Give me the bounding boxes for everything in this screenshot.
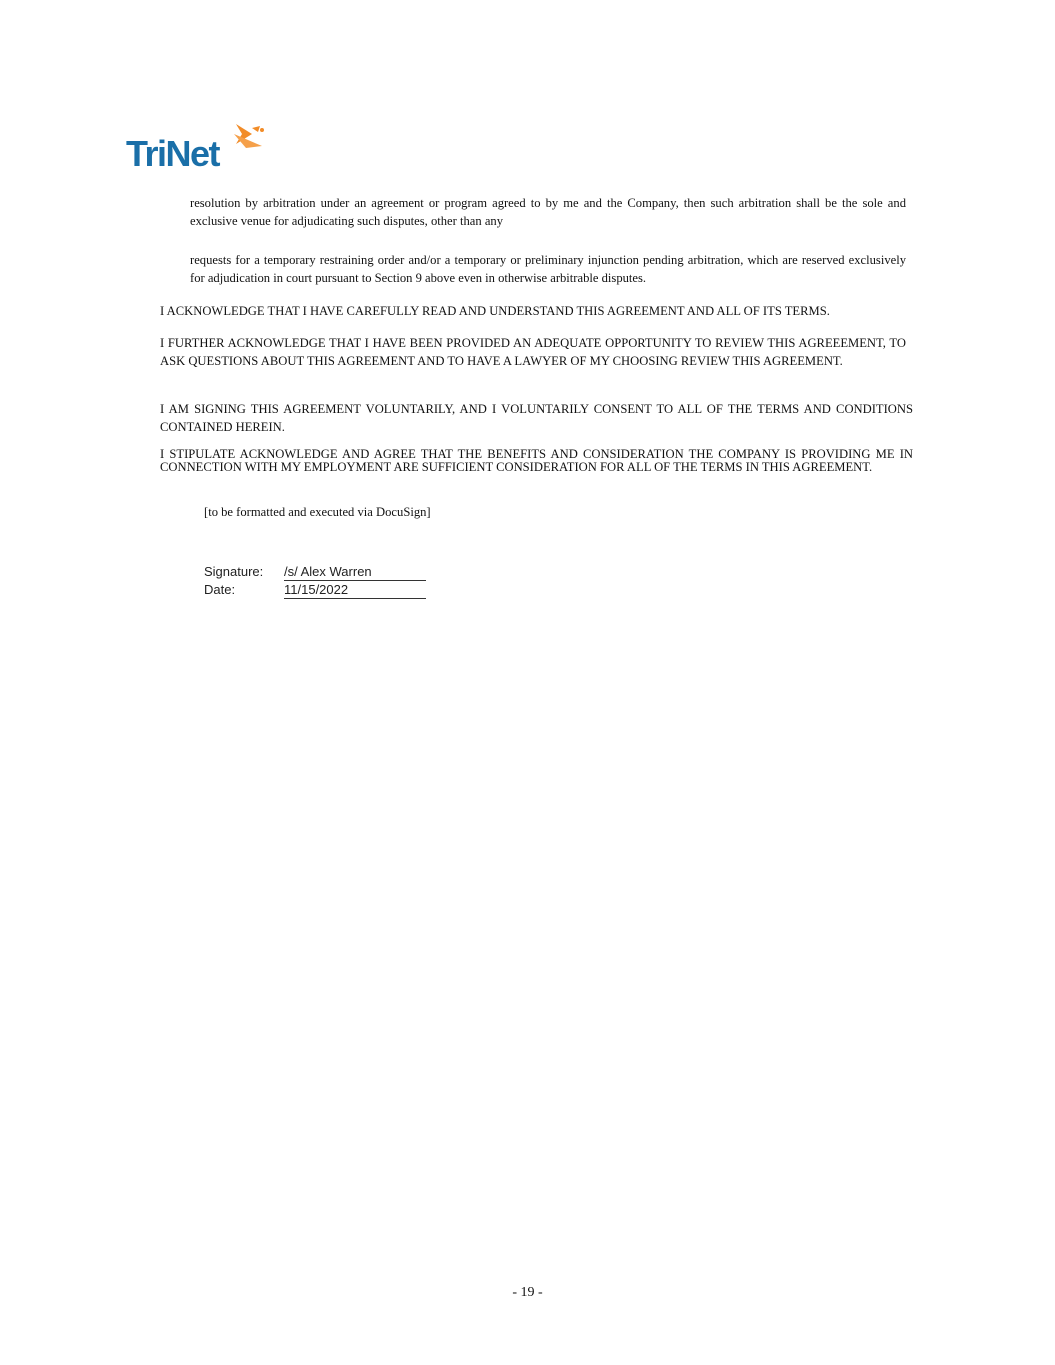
arbitration-paragraph-continued: resolution by arbitration under an agreement or program agreed to by me and the Company, then such arbitration shall be the sole and exclusive venue for adjudicating such disputes, other than any bbox=[190, 196, 906, 228]
docusign-note: [to be formatted and executed via DocuSign] bbox=[204, 505, 431, 519]
page-number: - 19 - bbox=[512, 1285, 543, 1300]
logo-wordmark: TriNet bbox=[126, 133, 220, 174]
injunction-paragraph: requests for a temporary restraining order and/or a temporary or preliminary injunction pending arbitration, which are reserved exclusively for adjudication in court pursuant to Section 9 above even in otherwise arbitrable disputes. bbox=[190, 253, 906, 285]
orange-arrow-mark-icon bbox=[232, 122, 268, 156]
acknowledgement-consideration: I STIPULATE ACKNOWLEDGE AND AGREE THAT THE BENEFITS AND CONSIDERATION THE COMPANY IS PROVIDING ME IN CONNECTION WITH MY EMPLOYMENT ARE SUFFICIENT CONSIDERATION FOR ALL OF THE TERMS IN THIS AGREEMENT. bbox=[160, 447, 913, 474]
date-value: 11/15/2022 bbox=[284, 581, 426, 599]
acknowledgement-review-opportunity: I FURTHER ACKNOWLEDGE THAT I HAVE BEEN PROVIDED AN ADEQUATE OPPORTUNITY TO REVIEW THIS AGREEEMENT, TO ASK QUESTIONS ABOUT THIS AGREEMENT AND TO HAVE A LAWYER OF MY CHOOSING REVIEW THIS AGREEMENT. bbox=[160, 336, 906, 368]
acknowledgement-voluntary: I AM SIGNING THIS AGREEMENT VOLUNTARILY, AND I VOLUNTARILY CONSENT TO ALL OF THE TERMS AND CONDITIONS CONTAINED HEREIN. bbox=[160, 402, 913, 434]
date-label: Date: bbox=[204, 582, 236, 597]
acknowledgement-read: I ACKNOWLEDGE THAT I HAVE CAREFULLY READ AND UNDERSTAND THIS AGREEMENT AND ALL OF ITS TERMS. bbox=[160, 304, 830, 318]
signature-value: /s/ Alex Warren bbox=[284, 563, 426, 581]
trinet-logo bbox=[126, 122, 266, 178]
signature-label: Signature: bbox=[204, 564, 264, 579]
